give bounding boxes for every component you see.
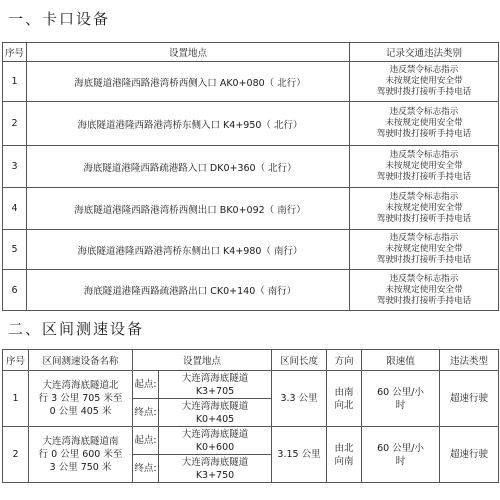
violations-cell: [350, 102, 499, 146]
violation-item: 未按规定使用安全带: [385, 244, 463, 254]
section1-title: 一、卡口设备: [8, 10, 111, 28]
end-label: 终点:: [133, 399, 159, 427]
header-location: 设置地点: [133, 350, 272, 371]
device-name-line: 大连湾海底隧道北: [42, 380, 119, 391]
violation-item: 违反禁令标志指示: [389, 233, 459, 243]
device-name-line: 行 0 公里 600 米至: [38, 449, 123, 460]
speed-limit-line: 时: [395, 399, 406, 411]
header-speed-limit: 限速值: [362, 350, 440, 371]
end-label: 终点:: [133, 455, 159, 483]
violation-type-cell: 超速行驶: [440, 371, 499, 427]
device-name-cell: [29, 371, 133, 427]
start-location-cell: [159, 427, 272, 455]
start-label: 起点:: [133, 427, 159, 455]
row-number: 4: [3, 188, 27, 230]
end-location-line: K0+405: [195, 413, 235, 425]
section-length-cell: 3.3 公里: [272, 371, 327, 427]
section2-title: 二、区间测速设备: [8, 320, 145, 338]
violation-item: 驾驶时拨打接听手持电话: [376, 172, 472, 182]
direction-line: 由南: [334, 386, 354, 398]
violation-item: 驾驶时拨打接听手持电话: [376, 255, 472, 265]
start-location-line: K3+705: [195, 385, 235, 397]
speed-section-table: [2, 349, 499, 483]
violation-item: 未按规定使用安全带: [385, 203, 463, 213]
header-no: 序号: [3, 350, 29, 371]
direction-cell: [327, 371, 362, 427]
table-row: [3, 146, 499, 188]
row-number: 2: [3, 102, 27, 146]
violation-item: 违反禁令标志指示: [389, 65, 459, 75]
device-name-line: 0 公里 405 米: [49, 406, 112, 417]
table-row: [3, 270, 499, 311]
header-length: 区间长度: [272, 350, 327, 371]
location-cell: 海底隧道港隆西路港湾桥西侧出口 BK0+092（ 南行）: [27, 188, 350, 230]
row-number: 3: [3, 146, 27, 188]
start-location-line: 大连湾海底隧道: [181, 372, 249, 384]
device-name-line: 3 公里 750 米: [49, 462, 112, 473]
end-location-line: 大连湾海底隧道: [181, 400, 249, 412]
table-row: [3, 427, 499, 455]
violation-item: 驾驶时拨打接听手持电话: [376, 129, 472, 139]
end-location-line: 大连湾海底隧道: [181, 456, 249, 468]
violations-cell: [350, 188, 499, 230]
table-row: [3, 371, 499, 399]
start-label: 起点:: [133, 371, 159, 399]
location-cell: 海底隧道港隆西路疏港路出口 CK0+140（ 南行）: [27, 270, 350, 311]
location-cell: 海底隧道港隆西路疏港路入口 DK0+360（ 北行）: [27, 146, 350, 188]
violation-item: 未按规定使用安全带: [385, 284, 463, 295]
direction-line: 向北: [334, 399, 354, 411]
start-location-cell: [159, 371, 272, 399]
violation-item: 违反禁令标志指示: [389, 192, 459, 202]
violation-item: 驾驶时拨打接听手持电话: [376, 295, 472, 306]
direction-cell: [327, 427, 362, 483]
end-location-cell: [159, 455, 272, 483]
violation-item: 违反禁令标志指示: [389, 107, 459, 117]
table-row: [3, 62, 499, 102]
row-number: 5: [3, 230, 27, 270]
violation-item: 未按规定使用安全带: [385, 76, 463, 86]
table-row: [3, 102, 499, 146]
direction-line: 向南: [334, 455, 354, 467]
location-cell: 海底隧道港隆西路港湾桥西侧入口 AK0+080（ 北行）: [27, 62, 350, 102]
location-cell: 海底隧道港隆西路港湾桥东侧出口 K4+980（ 南行）: [27, 230, 350, 270]
section-length-cell: 3.15 公里: [272, 427, 327, 483]
start-location-line: K0+600: [195, 441, 235, 453]
violation-item: 未按规定使用安全带: [385, 161, 463, 171]
violations-cell: [350, 62, 499, 102]
row-number: 1: [3, 371, 29, 427]
violations-cell: [350, 146, 499, 188]
violation-item: 驾驶时拨打接听手持电话: [376, 214, 472, 224]
header-no: 序号: [3, 43, 27, 62]
end-location-line: K3+750: [195, 469, 235, 481]
table-header-row: [3, 350, 499, 371]
speed-limit-cell: [362, 371, 440, 427]
row-number: 2: [3, 427, 29, 483]
table-header-row: [3, 43, 499, 62]
row-number: 6: [3, 270, 27, 311]
header-violation-type: 违法类型: [440, 350, 499, 371]
violations-cell: [350, 230, 499, 270]
table-row: [3, 230, 499, 270]
speed-limit-line: 60 公里/小: [377, 386, 424, 398]
table-row: [3, 188, 499, 230]
violation-type-cell: 超速行驶: [440, 427, 499, 483]
device-name-line: 行 3 公里 705 米至: [38, 393, 123, 404]
violations-cell: [350, 270, 499, 311]
start-location-line: 大连湾海底隧道: [181, 428, 249, 440]
device-name-cell: [29, 427, 133, 483]
checkpoint-table: [2, 42, 499, 311]
header-location: 设置地点: [27, 43, 350, 62]
speed-limit-cell: [362, 427, 440, 483]
header-device-name: 区间测速设备名称: [29, 350, 133, 371]
header-violations: 记录交通违法类别: [350, 43, 499, 62]
header-direction: 方向: [327, 350, 362, 371]
speed-limit-line: 60 公里/小: [377, 442, 424, 454]
speed-limit-line: 时: [395, 455, 406, 467]
violation-item: 未按规定使用安全带: [385, 118, 463, 128]
violation-item: 违反禁令标志指示: [389, 273, 459, 284]
row-number: 1: [3, 62, 27, 102]
end-location-cell: [159, 399, 272, 427]
device-name-line: 大连湾海底隧道南: [42, 436, 119, 447]
violation-item: 违反禁令标志指示: [389, 150, 459, 160]
violation-item: 驾驶时拨打接听手持电话: [376, 87, 472, 97]
location-cell: 海底隧道港隆西路港湾桥东侧入口 K4+950（ 北行）: [27, 102, 350, 146]
direction-line: 由北: [334, 442, 354, 454]
